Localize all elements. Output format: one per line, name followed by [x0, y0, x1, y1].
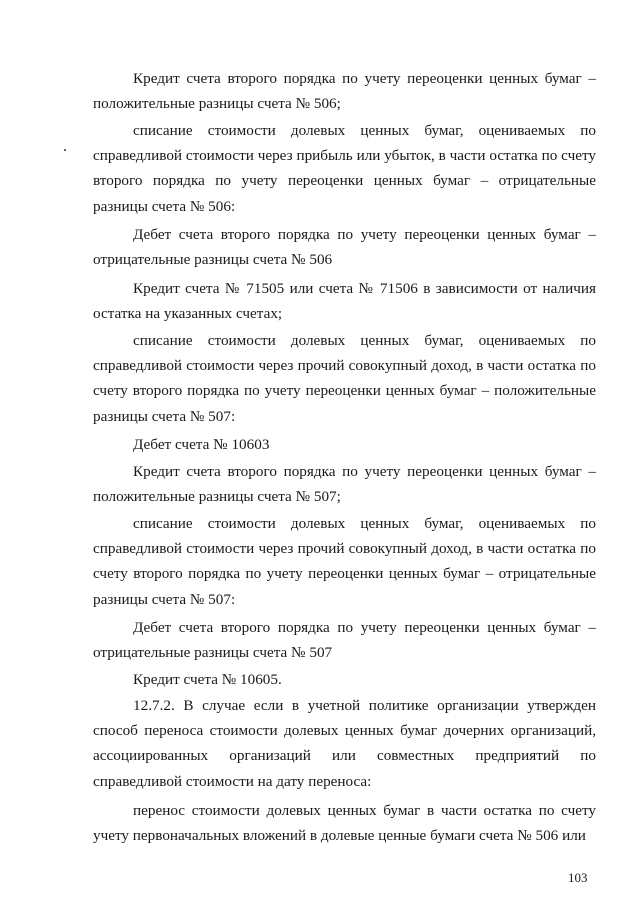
paragraph-transfer-506: перенос стоимости долевых ценных бумаг в части остатка по счету учету первоначальных вложений в долевые ценные бумаги счета № 506 или — [93, 802, 596, 845]
paragraph-writeoff-oci-507-positive: списание стоимости долевых ценных бумаг, оцениваемых по справедливой стоимости через прочий совокупный доход, в части остатка по счету второго порядка по учету переоценки ценных бумаг – положительные разницы счета № 507: — [93, 332, 596, 425]
paragraph-debit-507-negative: Дебет счета второго порядка по учету переоценки ценных бумаг – отрицательные разницы счета № 507 — [93, 619, 596, 662]
scan-dot-mark — [64, 149, 66, 151]
paragraph-credit-71505-71506: Кредит счета № 71505 или счета № 71506 в зависимости от наличия остатка на указанных счетах; — [93, 280, 596, 323]
paragraph-writeoff-oci-507-negative: списание стоимости долевых ценных бумаг, оцениваемых по справедливой стоимости через прочий совокупный доход, в части остатка по счету второго порядка по учету переоценки ценных бумаг – отрицательные разницы счета № 507: — [93, 515, 596, 608]
paragraph-debit-10603: Дебет счета № 10603 — [133, 436, 270, 453]
paragraph-credit-507-positive: Кредит счета второго порядка по учету переоценки ценных бумаг – положительные разницы счета № 507; — [93, 463, 596, 506]
paragraph-credit-10605: Кредит счета № 10605. — [133, 671, 282, 688]
paragraph-credit-506-positive: Кредит счета второго порядка по учету переоценки ценных бумаг – положительные разницы счета № 506; — [93, 70, 596, 113]
page-number: 103 — [568, 870, 588, 885]
paragraph-debit-506-negative: Дебет счета второго порядка по учету переоценки ценных бумаг – отрицательные разницы счета № 506 — [93, 226, 596, 269]
paragraph-section-12-7-2: 12.7.2. В случае если в учетной политике организации утвержден способ переноса стоимости долевых ценных бумаг дочерних организаций, ассоциированных организаций или совместных предприятий по справедливой стоимости на дату переноса: — [93, 697, 596, 790]
paragraph-writeoff-pl-506: списание стоимости долевых ценных бумаг, оцениваемых по справедливой стоимости через прибыль или убыток, в части остатка по счету второго порядка по учету переоценки ценных бумаг – отрицательные разницы счета № 506: — [93, 122, 596, 215]
